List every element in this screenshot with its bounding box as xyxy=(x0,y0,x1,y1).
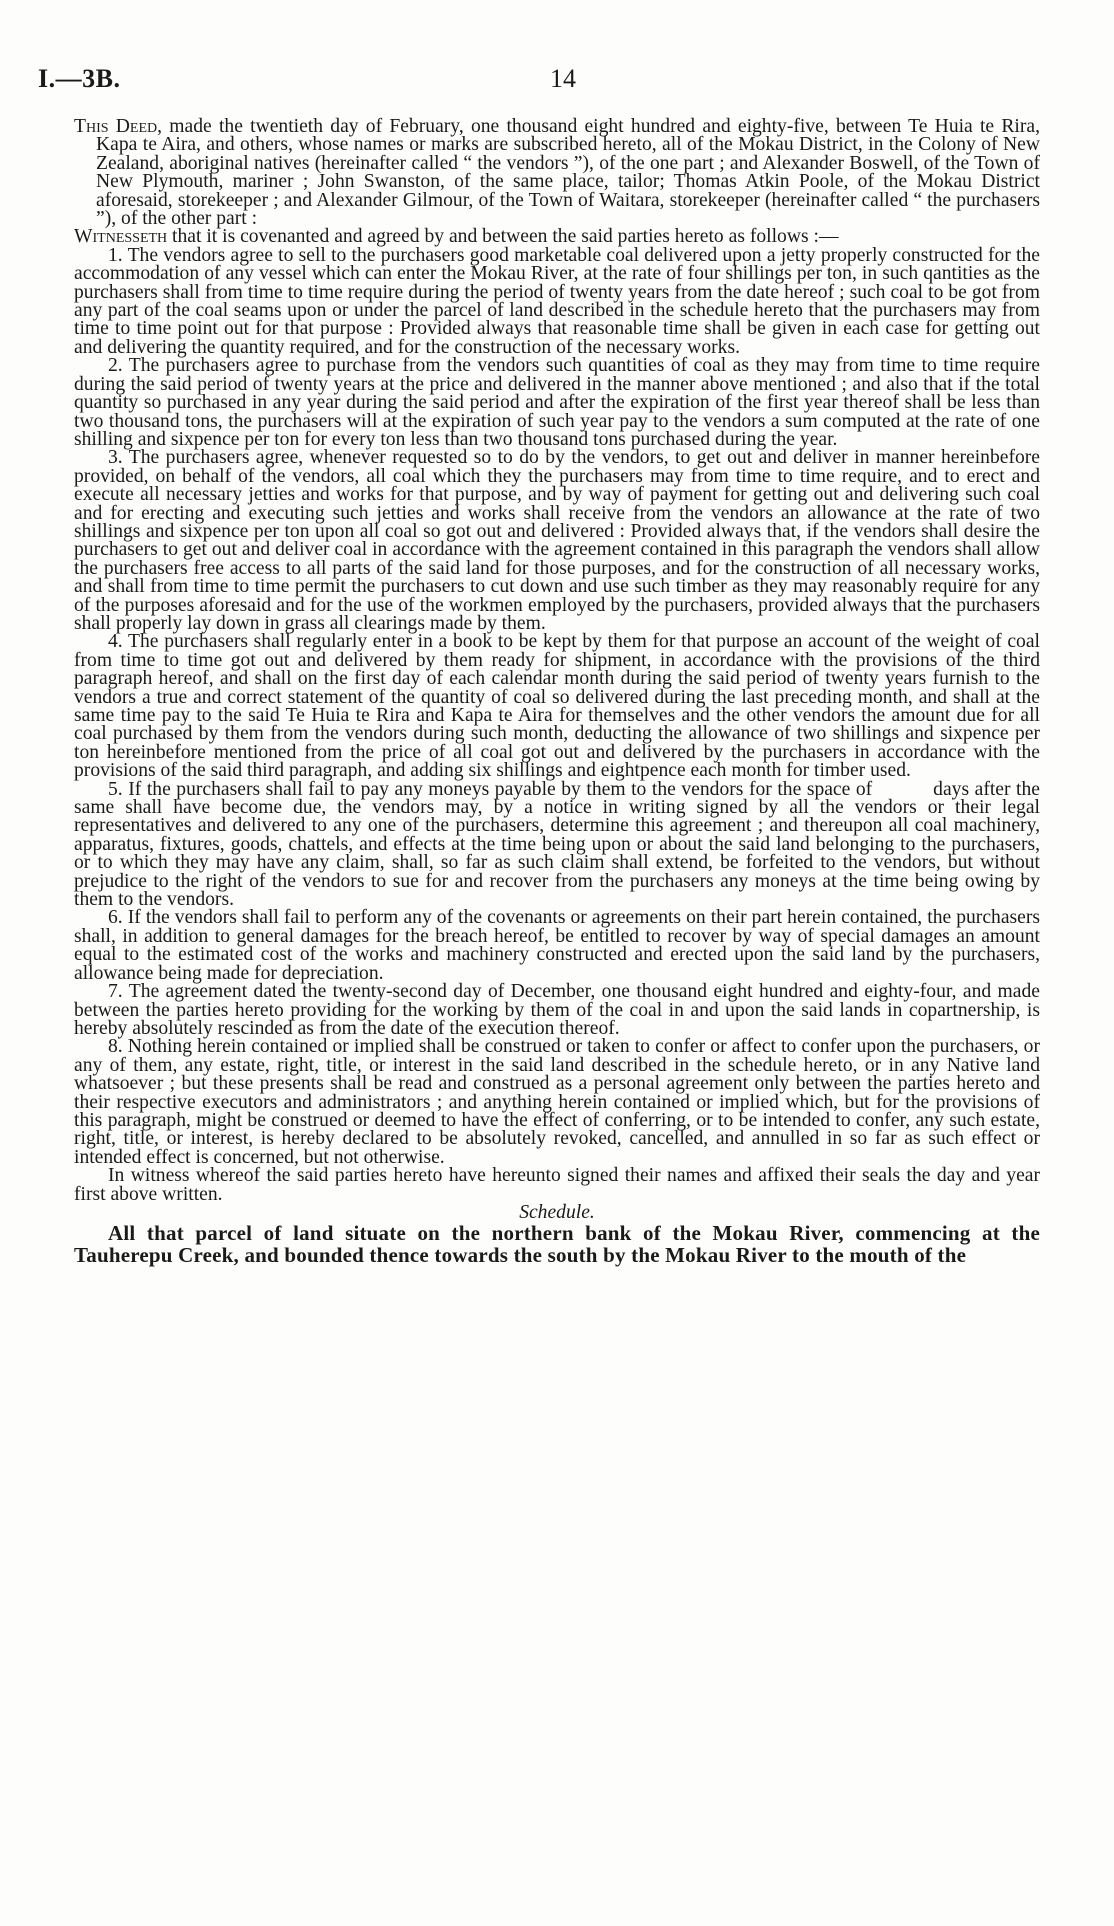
deed-preamble xyxy=(74,118,1040,228)
document-reference: I.—3B. xyxy=(38,64,121,93)
witness-clause: In witness whereof the said parties hereto have hereunto signed their names and affixed their seals the day and year first above written. xyxy=(74,1165,1040,1205)
clause-5: 5. If the purchasers shall fail to pay any moneys payable by them to the vendors for the space of days after the same shall have become due, the vendors may, by a notice in writing signed by all the vendors or their legal representatives and delivered to any one of the purchasers, determine this agreement ; and thereupon all coal machinery, apparatus, fixtures, goods, chattels, and effects at the time being upon or about the said land belonging to the purchasers, or to which they may have any claim, shall, so far as such claim shall extend, be forfeited to the vendors, but without prejudice to the right of the vendors to sue for and recover from the purchasers any moneys at the time being owing by them to the vendors. xyxy=(74,778,1045,911)
deed-body xyxy=(74,116,1045,1268)
clause-4: 4. The purchasers shall regularly enter in a book to be kept by them for that purpose an account of the weight of coal from time to time got out and delivered by them ready for shipment, in accordance with the provisions of the third paragraph hereof, and shall on the first day of each calendar month during the said period of twenty years furnish to the vendors a true and correct statement of the quantity of coal so delivered during the last preceding month, and shall at the same time pay to the said Te Huia te Rira and Kapa te Aira for themselves and the other vendors the amount due for all coal purchased by them from the vendors during such month, deducting the allowance of two shillings and sixpence per ton hereinbefore mentioned from the price of all coal got out and delivered by the purchasers in accordance with the provisions of the said third paragraph, and adding six shillings and eightpence each month for timber used. xyxy=(74,631,1040,782)
page-number: 14 xyxy=(550,64,576,93)
clause-8: 8. Nothing herein contained or implied shall be construed or taken to confer or affect to confer upon the purchasers, or any of them, any estate, right, title, or interest in the said land described in the schedule hereto, or in any Native land whatsoever ; but these presents shall be read and construed as a personal agreement only between the parties hereto and their respective executors and administrators ; and anything herein contained or implied which, but for the provisions of this paragraph, might be construed or deemed to have the effect of conferring, or to be intended to confer, any such estate, right, title, or interest, is hereby declared to be absolutely revoked, cancelled, and annulled in so far as such effect or intended effect is concerned, but not otherwise. xyxy=(74,1036,1040,1168)
schedule-text: All that parcel of land situate on the northern bank of the Mokau River, commencing at the Tauherepu Creek, and bounded thence towards the south by the Mokau River to the mouth of the xyxy=(74,1221,1040,1268)
clause-6: 6. If the vendors shall fail to perform any of the covenants or agreements on their part herein contained, the purchasers shall, in addition to general damages for the breach hereof, be entitled to recover by way of special damages an amount equal to the estimated cost of the works and machinery constructed and erected upon the said land by the purchasers, allowance being made for depreciation. xyxy=(74,907,1040,984)
deed-opening-word: This Deed xyxy=(74,116,158,137)
clause-2: 2. The purchasers agree to purchase from the vendors such quantities of coal as they may from time to time require during the said period of twenty years at the price and delivered in the manner above mentioned ; and also that if the total quantity so purchased in any year during the said period and after the expiration of the first year thereof shall be less than two thousand tons, the purchasers will at the expiration of such year pay to the vendors a sum computed at the rate of one shilling and sixpence per ton for every ton less than two thousand tons purchased during the year. xyxy=(74,355,1040,450)
witnesseth-text: that it is covenanted and agreed by and between the said parties hereto as follows :— xyxy=(167,226,839,248)
witnesseth-word: Witnesseth xyxy=(74,226,168,248)
deed-preamble-text: , made the twentieth day of February, one thousand eight hundred and eighty-five, between Te Huia te Rira, Kapa te Aira, and others, whose names or marks are subscribed hereto, all of the Mokau District, in the Colony of New Zealand, aboriginal natives (hereinafter called “ the vendors ”), of the one part ; and Alexander Boswell, of the Town of New Plymouth, mariner ; John Swanston, of the same place, tailor; Thomas Atkin Poole, of the Mokau District aforesaid, storekeeper ; and Alexander Gilmour, of the Town of Waitara, storekeeper (hereinafter called “ the purchasers ”), of the other part : xyxy=(96,116,1041,230)
clause-3: 3. The purchasers agree, whenever requested so to do by the vendors, to get out and deliver in manner hereinbefore provided, on behalf of the vendors, all coal which they the purchasers may from time to time require, and to erect and execute all necessary jetties and works for that purpose, and by way of payment for getting out and delivering such coal and for erecting and executing such jetties and works shall receive from the vendors an allowance at the rate of two shillings and sixpence per ton upon all coal so got out and delivered : Provided always that, if the vendors shall desire the purchasers to get out and deliver coal in accordance with the agreement contained in this paragraph the vendors shall allow the purchasers free access to all parts of the said land for those purposes, and for the construction of all necessary works, and shall from time to time permit the purchasers to cut down and use such timber as they may reasonably require for any of the purposes aforesaid and for the use of the workmen employed by the purchasers, provided always that the purchasers shall properly lay down in grass all clearings made by them. xyxy=(74,447,1040,634)
clause-1: 1. The vendors agree to sell to the purchasers good marketable coal delivered upon a jetty properly constructed for the accommodation of any vessel which can enter the Mokau River, at the rate of four shillings per ton, in such qantities as the purchasers shall from time to time require during the period of twenty years from the date hereof ; such coal to be got from any part of the coal seams upon or under the parcel of land described in the schedule hereto that the purchasers may from time to time point out for that purpose : Provided always that reasonable time shall be given in each case for getting out and delivering the quantity required, and for the construction of the necessary works. xyxy=(74,244,1040,358)
page-header xyxy=(38,64,1074,96)
schedule-heading: Schedule. xyxy=(519,1201,595,1223)
clause-7: 7. The agreement dated the twenty-second day of December, one thousand eight hundred and eighty-four, and made between the parties hereto providing for the working by them of the coal in and upon the said lands in copartnership, is hereby absolutely rescinded as from the date of the execution thereof. xyxy=(74,981,1040,1039)
